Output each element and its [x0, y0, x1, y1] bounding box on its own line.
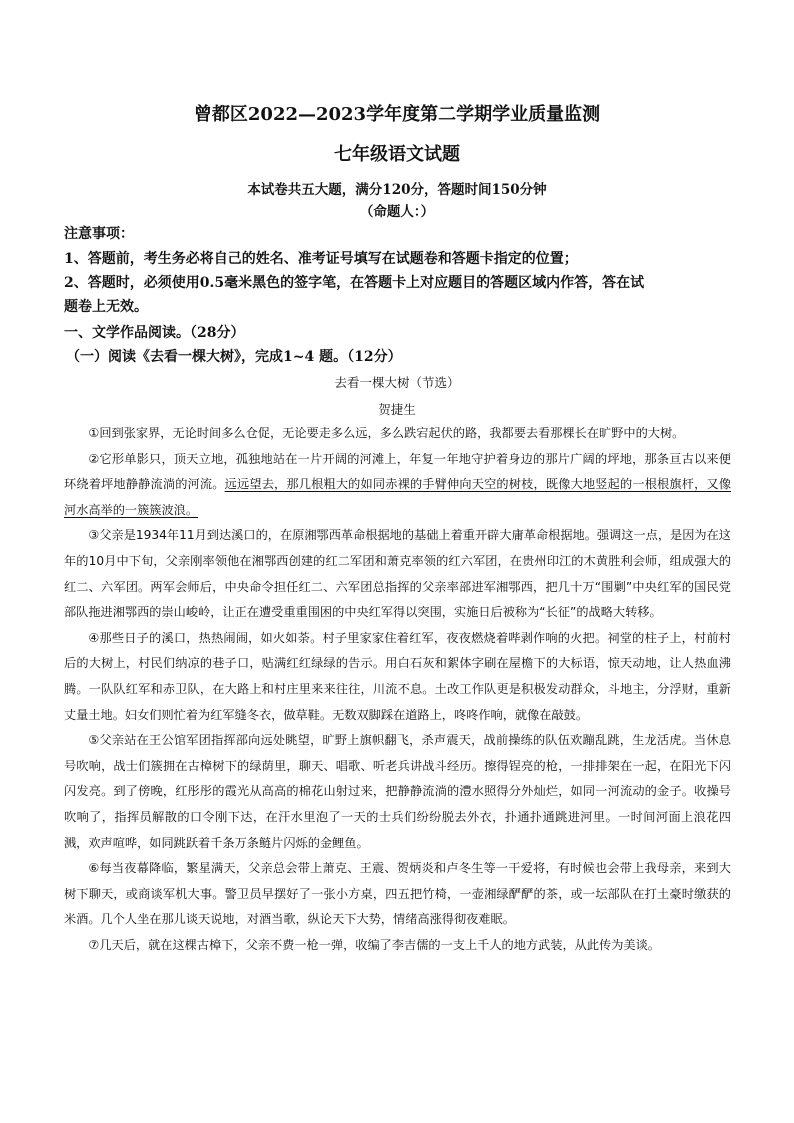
essay-author: 贺捷生 — [378, 402, 416, 417]
notice-heading: 注意事项： — [64, 226, 134, 242]
section-heading: 一、文学作品阅读。（28分） — [64, 325, 245, 341]
exam-subtitle: 七年级语文试题 — [334, 144, 460, 165]
notice-item-2-cont: 题卷上无效。 — [64, 299, 148, 315]
paragraph-5: ⑤父亲站在王公馆军团指挥部向远处眺望，旷野上旗帜翻飞，杀声震天，战前操练的队伍欢蹦乱跳，生龙活虎。当休息号吹响，战士们簇拥在古樟树下的绿荫里，聊天、唱歌、听老兵讲战斗经历。擦得锃亮的枪，一排排架在一起，在阳光下闪闪发亮。到了傍晚，红彤彤的霞光从高高的棉花山射过来，把静静流淌的澧水照得分外灿烂，如同一河流动的金子。收操号吹响了，指挥员解散的口令刚下达，在汗水里泡了一天的士兵们纷纷脱去外衣，扑通扑通跳进河里。一时间河面上浪花四溅，欢声喧哗，如同跳跃着千条万条鲢片闪烁的金鲤鱼。 — [64, 733, 731, 850]
paragraph-7: ⑦几天后，就在这棵古樟下，父亲不费一枪一弹，收编了李吉儒的一支上千人的地方武装，从此传为美谈。 — [88, 937, 660, 952]
exam-setter: （命题人：） — [359, 204, 435, 220]
exam-info: 本试卷共五大题，满分120分，答题时间150分钟 — [247, 182, 547, 198]
essay-title: 去看一棵大树（节选） — [334, 375, 460, 390]
notice-item-2: 2、答题时，必须使用0.5毫米黑色的签字笔，在答题卡上对应题目的答题区域内作答，答在试 — [64, 275, 645, 291]
paragraph-2 — [64, 447, 731, 524]
paragraph-4: ④那些日子的溪口，热热闹闹，如火如荼。村子里家家住着红军，夜夜燃烧着哔剥作响的火把。祠堂的柱子上，村前村后的大树上，村民们纳凉的巷子口，贴满红红绿绿的告示。用白石灰和絮体字刷在屋檐下的大标语，惊天动地，让人热血沸腾。一队队红军和赤卫队，在大路上和村庄里来来往往，川流不息。土改工作队更是积极发动群众，斗地主，分浮财，重新丈量土地。妇女们则忙着为红军缝冬衣，做草鞋。无数双脚踩在道路上，咚咚作响，就像在敲鼓。 — [64, 630, 731, 722]
exam-title: 曾都区2022—2023学年度第二学期学业质量监测 — [193, 104, 601, 125]
part-heading: （一）阅读《去看一棵大树》，完成1~4 题。（12分） — [66, 349, 402, 365]
essay-body — [64, 421, 731, 958]
paragraph-3: ③父亲是1934年11月到达溪口的，在原湘鄂西革命根据地的基础上着重开辟大庸革命根据地。强调这一点，是因为在这年的10月中下旬，父亲刚率领他在湘鄂西创建的红二军团和萧克率领的红六军团，在贵州印江的木黄胜利会师，组成强大的红二、六军团。两军会师后，中央命令担任红二、六军团总指挥的父亲率部进军湘鄂西，把几十万“围剿”中央红军的国民党部队拖进湘鄂西的崇山峻岭，让正在遭受重重围困的中央红军得以突围，实施日后被称为“长征”的战略大转移。 — [64, 528, 731, 620]
paragraph-2-text: ②它形单影只，顶天立地，孤独地站在一片开阔的河滩上，年复一年地守护着身边的那片广阔的坪地，那条亘古以来便环绕着坪地静静流淌的河流。 — [64, 451, 731, 492]
underlined-sentence: 远远望去，那几根粗大的如同赤裸的手臂伸向天空的树枝，既像大地竖起的一根根旗杆，又像河水高举的一簇簇波浪。 — [64, 477, 732, 517]
paragraph-1: ①回到张家界，无论时间多么仓促，无论要走多么远，多么跌宕起伏的路，我都要去看那棵长在旷野中的大树。 — [88, 426, 685, 440]
notice-item-1: 1、答题前，考生务必将自己的姓名、准考证号填写在试题卷和答题卡指定的位置； — [64, 251, 578, 267]
paragraph-6: ⑥每当夜幕降临，繁星满天，父亲总会带上萧克、王震、贺炳炎和卢冬生等一干爱将，有时候也会带上我母亲，来到大树下聊天，或商谈军机大事。警卫员早摆好了一张小方桌，四五把竹椅，一壶湘绿酽酽的茶，或一坛部队在打土豪时缴获的米酒。几个人坐在那儿谈天说地，对酒当歌，纵论天下大势，情绪高涨得彻夜难眠。 — [64, 861, 731, 927]
